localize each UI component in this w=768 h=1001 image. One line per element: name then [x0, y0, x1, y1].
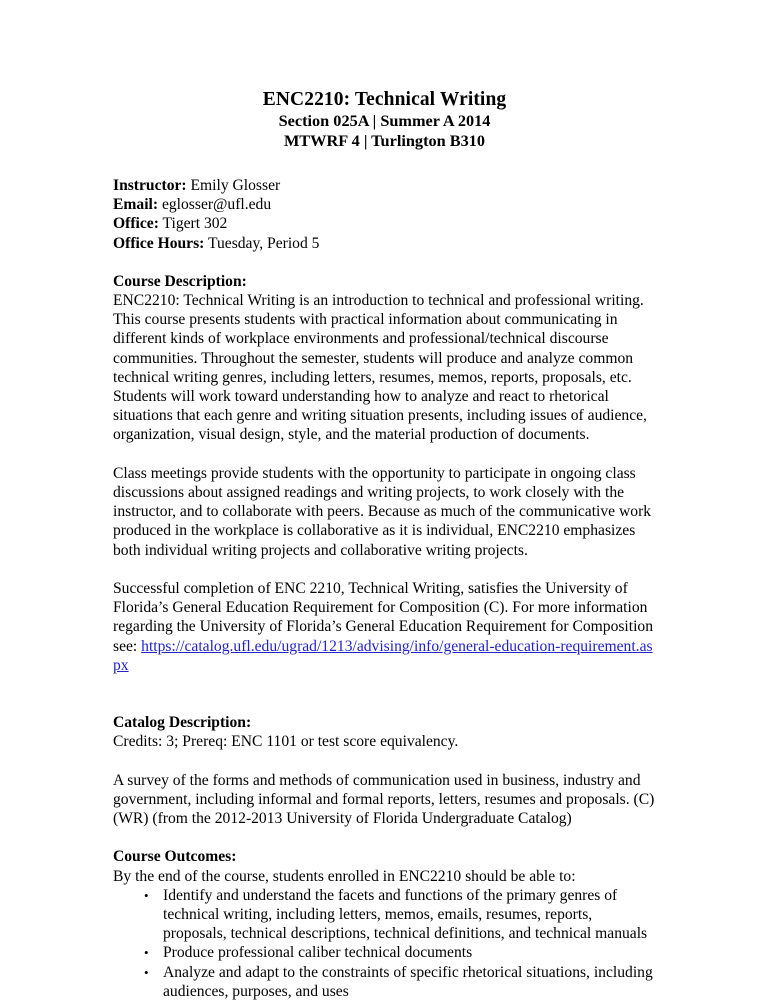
list-item: • Produce professional caliber technical documents: [113, 943, 656, 962]
info-label-instructor: Instructor:: [113, 177, 187, 194]
info-label-email: Email:: [113, 196, 159, 214]
course-outcomes-intro: By the end of the course, students enrolled in ENC2210 should be able to:: [113, 867, 576, 885]
info-line-office: [113, 214, 656, 233]
instructor-info-block: [113, 176, 656, 253]
info-value-email: eglosser@ufl.edu: [161, 196, 272, 214]
paragraph-spacer: [113, 675, 656, 694]
info-line-instructor: [113, 176, 656, 195]
list-item: • Identify and understand the facets and functions of the primary genres of technical writing, including letters, memos, emails, resumes, reports, proposals, technical descriptions, technical definitions, and technical manuals: [113, 886, 656, 944]
list-item: • Analyze and adapt to the constraints of specific rhetorical situations, including audiences, purposes, and uses: [113, 963, 656, 1001]
schedule-location-line: MTWRF 4 | Turlington B310: [283, 131, 486, 150]
info-value-instructor: Emily Glosser: [190, 177, 281, 194]
info-label-office: Office:: [113, 215, 159, 233]
catalog-description-body: A survey of the forms and methods of communication used in business, industry and government, including informal and formal reports, letters, resumes and proposals. (C) (WR) (from the 2012-2013 University of Florida Undergraduate Catalog): [113, 771, 655, 828]
gen-ed-statement-text: Successful completion of ENC 2210, Technical Writing, satisfies the University of Florida’s General Education Requirement for Composition (C). For more information regarding the University of Florida’s General Education Requirement for Composition see:: [113, 580, 654, 655]
catalog-credits-line: Credits: 3; Prereq: ENC 1101 or test score equivalency.: [113, 733, 459, 751]
info-label-office-hours: Office Hours:: [113, 234, 205, 252]
info-line-email: [113, 195, 656, 214]
document-page: [113, 0, 656, 1001]
info-value-office-hours: Tuesday, Period 5: [208, 234, 320, 252]
info-value-office: Tigert 302: [162, 215, 228, 233]
course-description-heading: Course Description:: [113, 272, 247, 290]
page-title: ENC2210: Technical Writing: [262, 89, 507, 110]
course-outcomes-heading: Course Outcomes:: [113, 848, 237, 866]
info-line-office-hours: [113, 234, 656, 253]
course-description-paragraph-2: Class meetings provide students with the opportunity to participate in ongoing class discussions about assigned readings and writing projects, to work closely with the instructor, and to collaborate with peers. Because as much of the communicative work produced in the workplace is collaborative as it is individual, ENC2210 emphasizes both individual writing projects and collaborative writing projects.: [113, 464, 652, 559]
general-education-requirement-link[interactable]: https://catalog.ufl.edu/ugrad/1213/advising/info/general-education-requirement.aspx: [113, 637, 653, 674]
course-description-paragraph-3: [113, 579, 656, 675]
catalog-description-heading: Catalog Description:: [113, 714, 252, 732]
section-meta-line: Section 025A | Summer A 2014: [278, 111, 491, 130]
catalog-description-section: [113, 713, 656, 828]
course-description-section: [113, 272, 656, 675]
course-description-paragraph-1: ENC2210: Technical Writing is an introduction to technical and professional writing. This course presents students with practical information about communicating in different kinds of workplace environments and professional/technical discourse communities. Throughout the semester, students will produce and analyze common technical writing genres, including letters, resumes, memos, reports, proposals, etc. Students will work toward understanding how to analyze and react to rhetorical situations that each genre and writing situation presents, including issues of audience, organization, visual design, style, and the material production of documents.: [113, 292, 647, 444]
course-outcomes-list: [113, 886, 656, 1001]
course-outcomes-section: [113, 847, 656, 1001]
document-header: [113, 88, 656, 151]
